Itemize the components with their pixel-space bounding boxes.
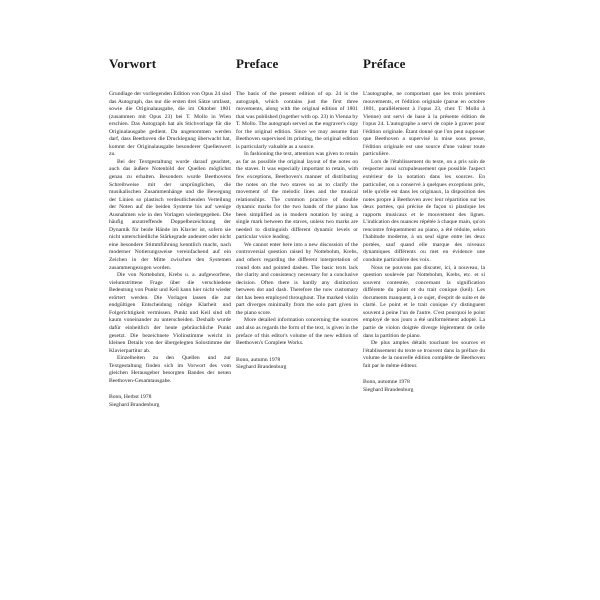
- column-body: [236, 91, 358, 348]
- editor-name: Sieghard Brandenburg: [236, 364, 287, 371]
- paragraph: Einzelheiten zu den Quellen und zur Textgestaltung finden sich im Vorwort des vom gleichen Herausgeber besorgten Bandes der neuen Beethoven-Gesamtausgabe.: [109, 355, 231, 384]
- column-title: Préface: [363, 56, 406, 71]
- column-title: Vorwort: [109, 56, 157, 71]
- paragraph: The basis of the present edition of op. 24 is the autograph, which contains just the first three movements, along with the original edition of 1801 that was published (together with op. 23) in Vienna by T. Mollo. The autograph served as the engraver's copy for the original edition. Since we may assume that Beethoven supervised its printing, the original edition is particularly valuable as a source.: [236, 91, 358, 150]
- paragraph: Lors de l'établissement du texte, on a pris soin de respecter aussi scrupuleusement que possible l'aspect extérieur de la notation dans les sources. En particulier, on a conservé à quelques exceptions près, telle qu'elle est dans les originaux, la disposition des notes propre à Beethoven avec leur répartition sur les deux portées, qui précise de façon si plastique les rapports musicaux et le mouvement des lignes. L'indication des nuances répétée à chaque main, qu'on rencontre fréquemment au piano, a été réduite, selon l'habitude moderne, à un seul signe entre les deux portées, sauf quand elle marque des niveaux dynamiques différents ou met en évidence une conduite particulière des voix.: [363, 158, 485, 264]
- editor-name: Sieghard Brandenburg: [363, 386, 414, 393]
- place-date: Bonn, Herbst 1978: [109, 394, 152, 401]
- column-body: [109, 91, 231, 385]
- paragraph: In fashioning the text, attention was given to retain as far as possible the original layout of the notes on the staves. It was especially important to retain, with few exceptions, Beethoven's manner of distributing the notes on the two staves so as to clarify the movement of the melodic lines and the musical relationships. The common practice of double dynamic marks for the two hands of the piano has been simplified as in modern notation by using a single mark between the staves, unless two marks are needed to distinguish different dynamic levels or particular voice leading.: [236, 151, 358, 241]
- paragraph: More detailed information concerning the sources and also as regards the form of the text, is given in the preface of this editor's volume of the new edition of Beethoven's Complete Works.: [236, 317, 358, 347]
- paragraph: Grundlage der vorliegenden Edition von Opus 24 sind das Autograph, das nur die ersten drei Sätze umfasst, sowie die Originalausgabe, die im Oktober 1801 (zusammen mit Opus 23) bei T. Mollo in Wien erschien. Das Autograph hat als Stichvorlage für die Originalausgabe gedient. Da angenommen werden darf, dass Beethoven die Drucklegung überwacht hat, kommt der Originalausgabe besonderer Quellenwert zu.: [109, 91, 231, 158]
- paragraph: Bei der Textgestaltung wurde darauf geachtet, auch das äußere Notenbild der Quellen möglichst genau zu erhalten. Besonders wurde Beethovens Schreibweise mit der ursprünglichen, die musikalischen Zusammenhänge und die Bewegung der Linien so plastisch verdeutlichenden Verteilung der Noten auf die beiden Systeme bis auf wenige Ausnahmen wie in den Vorlagen wiedergegeben. Die häufig anzutreffende Doppelbezeichnung der Dynamik für beide Hände im Klavier ist, sofern sie nicht unterschiedliche Stärkegrade andeutet oder nicht eine besondere Stimmführung kenntlich macht, nach moderner Notierungsweise vereinfachend auf ein Zeichen in der Mitte zwischen den Systemen zusammengezogen worden.: [109, 158, 231, 271]
- place-date: Bonn, automne 1978: [363, 379, 410, 386]
- signature-block: [363, 379, 485, 394]
- column-english: [236, 57, 358, 372]
- place-date: Bonn, autumn 1978: [236, 356, 281, 363]
- column-title: Preface: [236, 56, 279, 71]
- column-german: [109, 57, 231, 409]
- paragraph: We cannot enter here into a new discussion of the controversial question raised by Nottebohm, Krebs, and others regarding the different interpretation of round dots and pointed dashes. The basic texts lack the clarity and consistency necessary for a conclusive decision. Often there is hardly any distinction between dot and dash. Therefore the now customary dot has been employed throughout. The marked violin part diverges minimally from the solo part given in the piano score.: [236, 241, 358, 316]
- paragraph: Die von Nottebohm, Krebs u. a. aufgeworfene, vielumstrittene Frage über die verschiedene Bedeutung von Punkt und Keil kann hier nicht wieder erörtert werden. Die Vorlagen lassen die zur endgültigen Entscheidung nötige Klarheit und Folgerichtigkeit vermissen. Punkt und Keil sind oft kaum voneinander zu unterscheiden. Deshalb wurde dafür einheitlich der heute gebräuchliche Punkt gesetzt. Die bezeichnete Violinstimme weicht in kleinen Details von der übergelegten Solostimme der Klavierpartitur ab.: [109, 272, 231, 354]
- paragraph: L'autographe, ne comportant que les trois premiers mouvements, et l'édition originale (parue en octobre 1801, parallèlement à l'opus 23, chez T. Mollo à Vienne) ont servi de base à la présente édition de l'opus 24. L'autographe a servi de copie à graver pour l'édition originale. Étant donné que l'on peut supposer que Beethoven a supervisé la mise sous presse, l'édition originale est une source d'une valeur toute particulière.: [363, 91, 485, 158]
- column-french: [363, 57, 485, 394]
- column-body: [363, 91, 485, 370]
- signature-block: [236, 357, 358, 372]
- paragraph: De plus amples détails touchant les sources et l'établissement du texte se trouvent dans la préface du volume de la nouvelle édition complète de Beethoven fait par le même éditeur.: [363, 340, 485, 369]
- signature-block: [109, 394, 231, 409]
- paragraph: Nous ne pouvons pas discuter, ici, à nouveau, la question soulevée par Nottebohm, Krebs, etc. et si souvent contestée, concernant la signification différente du point et du trait conique (keil). Les documents manquent, à ce sujet, d'esprit de suite et de clarté. Le point et le trait conique s'y distinguent souvent à peine l'un de l'autre. C'est pourquoi le point employé de nos jours a été uniformément adopté. La partie de violon doigtée diverge légèrement de celle dans la partition de piano.: [363, 264, 485, 339]
- editor-name: Sieghard Brandenburg: [109, 401, 160, 408]
